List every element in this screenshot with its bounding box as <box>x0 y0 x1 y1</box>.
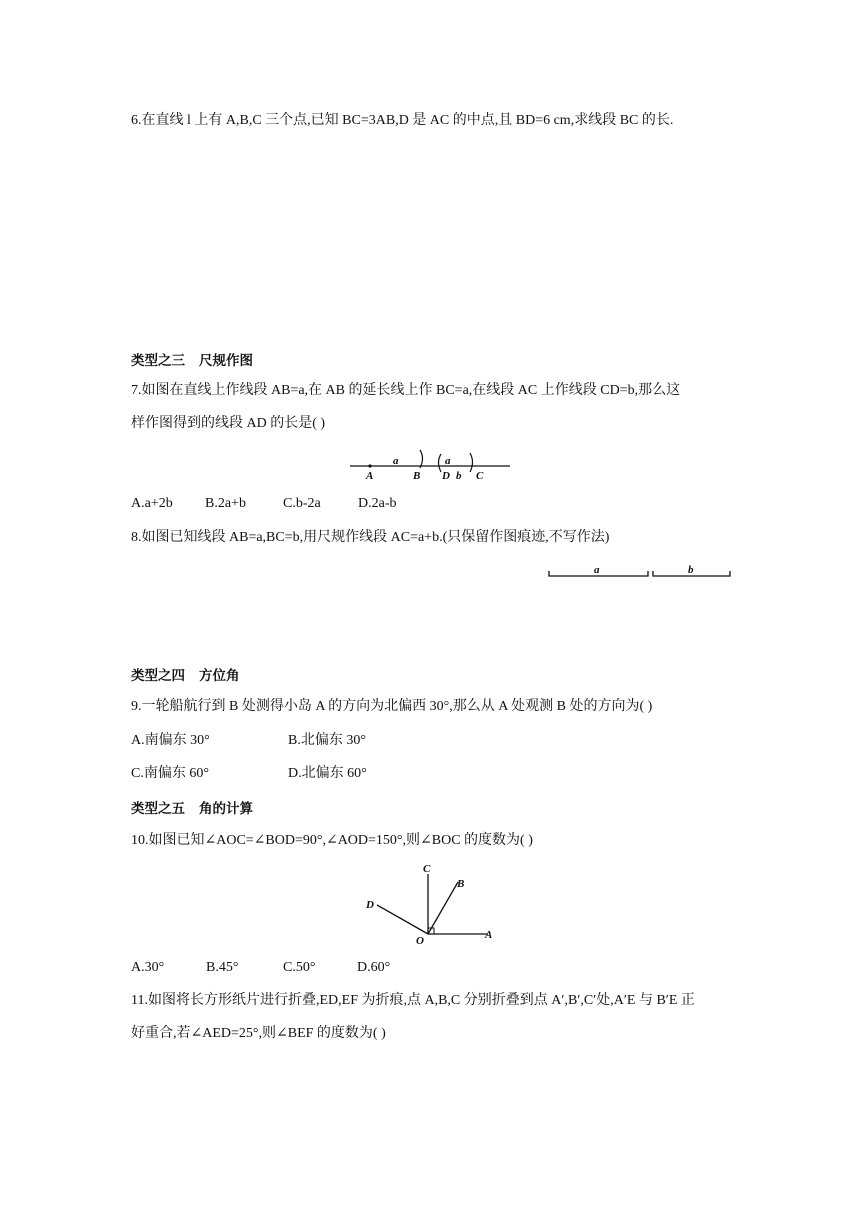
q7-option-b[interactable]: B.2a+b <box>205 496 246 511</box>
q9-option-a[interactable]: A.南偏东 30° <box>131 733 210 748</box>
q7-label-C: C <box>476 470 484 482</box>
q10-angle-figure <box>360 858 505 948</box>
question-11-line-1: 11.如图将长方形纸片进行折叠,ED,EF 为折痕,点 A,B,C 分别折叠到点 A′,B′,C′处,A′E 与 B′E 正 <box>131 993 695 1008</box>
question-10-options <box>131 958 390 978</box>
question-10-text: 10.如图已知∠AOC=∠BOD=90°,∠AOD=150°,则∠BOC 的度数为( ) <box>131 833 533 848</box>
q9-option-b[interactable]: B.北偏东 30° <box>288 733 366 748</box>
q10-option-b[interactable]: B.45° <box>206 960 239 975</box>
q10-ray-od <box>377 905 428 934</box>
q8-label-b: b <box>688 564 694 576</box>
section-4-heading <box>131 664 240 684</box>
q7-label-D: D <box>442 470 450 482</box>
q10-label-B: B <box>457 878 465 890</box>
question-7-line-1: 7.如图在直线上作线段 AB=a,在 AB 的延长线上作 BC=a,在线段 AC 上作线段 CD=b,那么这 <box>131 383 681 398</box>
q10-label-A: A <box>485 929 493 941</box>
section-5-subtitle: 角的计算 <box>199 801 253 817</box>
q8-segments-figure <box>545 562 735 582</box>
section-3-subtitle: 尺规作图 <box>199 353 253 369</box>
q7-point-a <box>368 464 371 467</box>
q10-option-a[interactable]: A.30° <box>131 960 165 975</box>
q7-label-A: A <box>366 470 374 482</box>
q8-label-a: a <box>594 564 600 576</box>
q7-label-B: B <box>413 470 421 482</box>
section-5-title: 类型之五 <box>131 801 185 817</box>
question-11-line-2: 好重合,若∠AED=25°,则∠BEF 的度数为( ) <box>131 1026 386 1041</box>
question-7-line-2: 样作图得到的线段 AD 的长是( ) <box>131 416 326 431</box>
q10-option-c[interactable]: C.50° <box>283 960 316 975</box>
section-5-heading <box>131 797 253 817</box>
q10-ray-ob <box>428 882 458 934</box>
q7-arc-b <box>420 450 423 468</box>
q7-label-a-top: a <box>393 455 399 467</box>
q10-label-C: C <box>423 863 431 875</box>
q9-option-d[interactable]: D.北偏东 60° <box>288 766 367 781</box>
question-8-text: 8.如图已知线段 AB=a,BC=b,用尺规作线段 AC=a+b.(只保留作图痕迹,不写作法) <box>131 530 610 545</box>
q7-segment-figure <box>345 444 515 484</box>
q10-option-d[interactable]: D.60° <box>357 960 391 975</box>
q7-arc-c <box>470 453 473 472</box>
section-3-heading <box>131 349 253 369</box>
q7-option-a[interactable]: A.a+2b <box>131 496 173 511</box>
q7-option-d[interactable]: D.2a-b <box>358 496 397 511</box>
q7-arc-d <box>439 454 442 472</box>
q7-label-b: b <box>456 470 462 482</box>
question-9-text: 9.一轮船航行到 B 处测得小岛 A 的方向为北偏西 30°,那么从 A 处观测 B 处的方向为( ) <box>131 699 653 714</box>
q7-label-a-top-2: a <box>445 455 451 467</box>
q9-option-c[interactable]: C.南偏东 60° <box>131 766 209 781</box>
question-6-text: 6.在直线 l 上有 A,B,C 三个点,已知 BC=3AB,D 是 AC 的中点,且 BD=6 cm,求线段 BC 的长. <box>131 113 674 128</box>
question-7-options <box>131 494 397 514</box>
q10-label-O: O <box>416 935 424 947</box>
q7-option-c[interactable]: C.b-2a <box>283 496 321 511</box>
section-4-subtitle: 方位角 <box>199 668 240 684</box>
section-3-title: 类型之三 <box>131 353 185 369</box>
section-4-title: 类型之四 <box>131 668 185 684</box>
q10-label-D: D <box>366 899 374 911</box>
